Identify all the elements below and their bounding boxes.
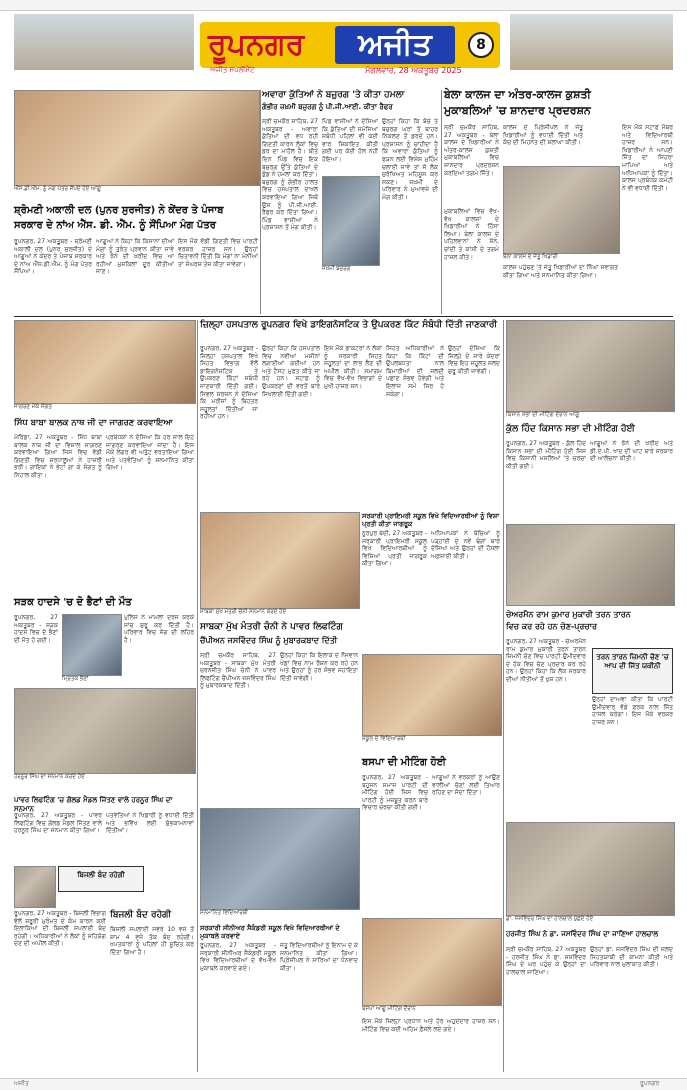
headline-right-5: ਹਰਜੀਤ ਸਿੰਘ ਨੇ ਡਾ. ਜਸਵਿੰਦਰ ਸਿੰਘ ਦਾ ਜਾਣਿਆ ਹਾਲਚਾਲ [506, 930, 659, 938]
gutter-4 [441, 90, 442, 314]
article-text-college-col5: ਕਾਲਜ ਪਹੁੰਚਣ 'ਤੇ ਜੇਤੂ ਖਿਡਾਰੀਆਂ ਦਾ ਨਿੱਘਾ ਸਵਾਗਤ ਕੀਤਾ ਗਿਆ ਅਤੇ ਸਨਮਾਨਿਤ ਕੀਤਾ ਗਿਆ। [503, 264, 618, 279]
headline-left-3: ਸੜਕ ਹਾਦਸੇ 'ਚ ਦੋ ਭੈਣਾਂ ਦੀ ਮੌਤ [14, 597, 132, 608]
photo-college-team [503, 166, 620, 254]
gutter-3 [260, 90, 261, 314]
caption-5: ਕਿਸਾਨ ਸਭਾ ਦੀ ਮੀਟਿੰਗ ਦੌਰਾਨ ਆਗੂ [506, 412, 580, 418]
headline-left-4: ਪਾਵਰ ਲਿਫਟਿੰਗ 'ਚ ਗੋਲਡ ਮੈਡਲ ਜਿੱਤਣ ਵਾਲੇ ਹਰਨੂਰ ਸਿੰਘ ਦਾ ਸਨਮਾਨ [14, 796, 173, 813]
article-text-akali-col3: ਇਸ ਮੌਕੇ ਵੱਡੀ ਗਿਣਤੀ ਵਿਚ ਪਾਰਟੀ ਵਰਕਰ ਹਾਜ਼ਰ ਸਨ। ਉਨ੍ਹਾਂ ਚਿਤਾਵਨੀ ਦਿੱਤੀ ਕਿ ਮੰਗਾਂ ਨਾ ਮੰਨੀਆਂ ਤਾਂ ਸੰਘਰਸ਼ ਤੇਜ਼ ਕੀਤਾ ਜਾਵੇਗਾ। [178, 238, 258, 268]
article-text-chairman-col1: ਰੂਪਨਗਰ, 27 ਅਕਤੂਬਰ - ਚੇਅਰਮੈਨ ਰਾਮ ਕੁਮਾਰ ਮੁਕਾਰੀ ਤਰਨ ਤਾਰਨ ਜ਼ਿਮਨੀ ਚੋਣ ਵਿਚ ਪਾਰਟੀ ਉਮੀਦਵਾਰ ਦੇ ਹੱਕ ਵਿਚ ਚੋਣ ਪ੍ਰਚਾਰ ਕਰ ਰਹੇ ਹਨ। ਉਨ੍ਹਾਂ ਕਿਹਾ ਕਿ ਲੋਕ ਸਰਕਾਰ ਦੀਆਂ ਨੀਤੀਆਂ ਤੋਂ ਖੁਸ਼ ਹਨ। [506, 638, 586, 683]
headline-top-right: ਬੇਲਾ ਕਾਲਜ ਦਾ ਅੰਤਰ-ਕਾਲਜ ਕੁਸ਼ਤੀ [444, 88, 591, 101]
article-text-chairman-col2: ਉਨ੍ਹਾਂ ਦਾਅਵਾ ਕੀਤਾ ਕਿ ਪਾਰਟੀ ਉਮੀਦਵਾਰ ਵੱਡੇ ਫ਼ਰਕ ਨਾਲ ਜਿੱਤ ਹਾਸਲ ਕਰੇਗਾ। ਇਸ ਮੌਕੇ ਵਰਕਰ ਹਾਜ਼ਰ ਸਨ। [592, 696, 673, 726]
article-text-chani-col1: ਸ੍ਰੀ ਚਮਕੌਰ ਸਾਹਿਬ, 27 ਅਕਤੂਬਰ - ਸਾਬਕਾ ਮੁੱਖ ਮੰਤਰੀ ਚਰਨਜੀਤ ਸਿੰਘ ਚੰਨੀ ਨੇ ਪਾਵਰ ਲਿਫਟਿੰਗ ਚੈਂਪੀਅਨ ਜਸਵਿੰਦਰ ਸਿੰਘ ਨੂੰ ਮੁਬਾਰਕਬਾਦ ਦਿੱਤੀ। [200, 652, 276, 690]
caption-1: ਐੱਸ.ਡੀ.ਐੱਮ. ਨੂੰ ਮੰਗ ਪੱਤਰ ਸੌਂਪਦੇ ਹੋਏ ਆਗੂ [14, 186, 101, 192]
article-text-college-col3: ਇਸ ਮੌਕੇ ਸਟਾਫ਼ ਮੈਂਬਰ ਅਤੇ ਵਿਦਿਆਰਥੀ ਹਾਜ਼ਰ ਸਨ। ਖਿਡਾਰੀਆਂ ਨੇ ਆਪਣੀ ਜਿੱਤ ਦਾ ਸਿਹਰਾ ਮਾਪਿਆਂ ਅਤੇ ਅਧਿਆਪਕਾਂ ਨੂੰ ਦਿੱਤਾ। ਕਾਲਜ ਪ੍ਰਬੰਧਕ ਕਮੇਟੀ ਨੇ ਵੀ ਵਧਾਈ ਦਿੱਤੀ। [622, 124, 673, 192]
article-text-college-col1: ਸ੍ਰੀ ਚਮਕੌਰ ਸਾਹਿਬ, 27 ਅਕਤੂਬਰ - ਬੇਲਾ ਕਾਲਜ ਦੇ ਖਿਡਾਰੀਆਂ ਨੇ ਅੰਤਰ-ਕਾਲਜ ਕੁਸ਼ਤੀ ਮੁਕਾਬਲਿਆਂ ਵਿਚ ਸ਼ਾਨਦਾਰ ਪ੍ਰਦਰਸ਼ਨ ਕਰਦਿਆਂ ਤਗਮੇ ਜਿੱਤੇ। [444, 124, 499, 177]
article-text-doctor-col2: ਉਨ੍ਹਾਂ ਡਾ. ਜਸਵਿੰਦਰ ਸਿੰਘ ਦੀ ਜਲਦ ਸਿਹਤਯਾਬੀ ਦੀ ਕਾਮਨਾ ਕੀਤੀ ਅਤੇ ਪਰਿਵਾਰ ਨਾਲ ਮੁਲਾਕਾਤ ਕੀਤੀ। [590, 946, 673, 969]
article-text-chani-col2: ਉਨ੍ਹਾਂ ਕਿਹਾ ਕਿ ਇਲਾਕੇ ਦੇ ਨੌਜਵਾਨ ਖੇਡਾਂ ਵਿਚ ਨਾਮ ਰੌਸ਼ਨ ਕਰ ਰਹੇ ਹਨ ਅਤੇ ਉਨ੍ਹਾਂ ਨੂੰ ਹਰ ਸੰਭਵ ਸਹਾਇਤਾ ਦਿੱਤੀ ਜਾਵੇਗੀ। [280, 652, 358, 682]
caption-10: ਬਸਪਾ ਆਗੂ ਮੀਟਿੰਗ ਦੌਰਾਨ [362, 1006, 416, 1012]
article-text-hospital-col2: ਉਨ੍ਹਾਂ ਕਿਹਾ ਕਿ ਹਸਪਤਾਲ ਵਿਚ ਨਵੀਆਂ ਮਸ਼ੀਨਾਂ ਲਗਾਈਆਂ ਗਈਆਂ ਹਨ ਅਤੇ ਟੈਸਟ ਮੁਫ਼ਤ ਕੀਤੇ ਜਾ ਰਹੇ ਹਨ। ਸਟਾਫ਼ ਨੂੰ ਉਪਕਰਣਾਂ ਦੀ ਵਰਤੋਂ ਬਾਰੇ ਸਿਖਲਾਈ ਦਿੱਤੀ ਗਈ। [262, 345, 320, 398]
masthead-date: ਮੰਗਲਵਾਰ, 28 ਅਕਤੂਬਰ 2025 [365, 66, 462, 75]
box-left-quote: ਬਿਜਲੀ ਬੰਦ ਰਹੇਗੀ [58, 866, 144, 892]
masthead-tagline: ਅਜੀਤ ਸਪਲੀਮੈਂਟ [210, 66, 255, 74]
headline-left-2: ਸਿੱਧ ਬਾਬਾ ਬਾਲਕ ਨਾਥ ਜੀ ਦਾ ਜਾਗਰਣ ਕਰਵਾਇਆ [14, 418, 173, 428]
box-right-quote: ਤਰਨ ਤਾਰਨ ਜ਼ਿਮਨੀ ਚੋਣ 'ਚ ਆਪ ਦੀ ਜਿੱਤ ਯਕੀਨੀ [592, 648, 673, 694]
photo-kisan-sabha [506, 320, 675, 412]
headline-left-5: ਬਿਜਲੀ ਬੰਦ ਰਹੇਗੀ [110, 910, 172, 920]
headline-right-3b: ਵਿਚ ਕਰ ਰਹੇ ਹਨ ਚੋਣ-ਪ੍ਰਚਾਰ [506, 622, 597, 631]
headline-right-2: ਕੁੱਲ ਹਿੰਦ ਕਿਸਾਨ ਸਭਾ ਦੀ ਮੀਟਿੰਗ ਹੋਈ [506, 424, 635, 434]
article-text-jagran-col2: ਪ੍ਰਬੰਧਕਾਂ ਨੇ ਦੱਸਿਆ ਕਿ ਹਰ ਸਾਲ ਇਹ ਜਾਗਰਣ ਕਰਵਾਇਆ ਜਾਂਦਾ ਹੈ। ਇਸ ਮੌਕੇ ਲੰਗਰ ਵੀ ਅਤੁੱਟ ਵਰਤਾਇਆ ਗਿਆ ਅਤੇ ਪਤਵੰਤਿਆਂ ਨੂੰ ਸਨਮਾਨਿਤ ਕੀਤਾ ਗਿਆ। [106, 434, 194, 472]
article-text-accident-col1: ਰੂਪਨਗਰ, 27 ਅਕਤੂਬਰ - ਸੜਕ ਹਾਦਸੇ ਵਿਚ ਦੋ ਭੈਣਾਂ ਦੀ ਮੌਤ ਹੋ ਗਈ। [14, 614, 58, 644]
article-text-bsp-col1: ਰੂਪਨਗਰ, 27 ਅਕਤੂਬਰ - ਬਹੁਜਨ ਸਮਾਜ ਪਾਰਟੀ ਦੀ ਮੀਟਿੰਗ ਹੋਈ ਜਿਸ ਵਿਚ ਪਾਰਟੀ ਨੂੰ ਮਜ਼ਬੂਤ ਕਰਨ ਬਾਰੇ ਵਿਚਾਰ ਚਰਚਾ ਕੀਤੀ ਗਈ। [362, 774, 428, 812]
article-text-school2-col2: ਜੇਤੂ ਵਿਦਿਆਰਥੀਆਂ ਨੂੰ ਇਨਾਮ ਦੇ ਕੇ ਸਨਮਾਨਿਤ ਕੀਤਾ ਗਿਆ। ਪ੍ਰਿੰਸੀਪਲ ਨੇ ਸਾਰਿਆਂ ਦਾ ਧੰਨਵਾਦ ਕੀਤਾ। [280, 942, 358, 972]
page-number: 8 [468, 32, 494, 58]
article-text-harnoor-col1: ਰੂਪਨਗਰ, 27 ਅਕਤੂਬਰ - ਪਾਵਰ ਲਿਫਟਿੰਗ ਵਿਚ ਗੋਲਡ ਮੈਡਲ ਜਿੱਤਣ ਵਾਲੇ ਹਰਨੂਰ ਸਿੰਘ ਦਾ ਸਨਮਾਨ ਕੀਤਾ ਗਿਆ। [14, 812, 102, 835]
photo-school-students [362, 654, 502, 736]
photo-doctor-visit [506, 822, 675, 916]
caption-6: ਸਾਬਕਾ ਮੁੱਖ ਮੰਤਰੀ ਚੰਨੀ ਸਨਮਾਨ ਕਰਦੇ ਹੋਏ [200, 609, 287, 615]
divider-1 [14, 316, 673, 317]
headline-center-5: ਸਰਕਾਰੀ ਸੀਨੀਅਰ ਸੈਕੰਡਰੀ ਸਕੂਲ ਵਿਖੇ ਵਿਦਿਆਰਥੀਆਂ ਦੇ ਮੁਕਾਬਲੇ ਕਰਵਾਏ [200, 924, 340, 940]
article-text-school2-col1: ਰੂਪਨਗਰ, 27 ਅਕਤੂਬਰ - ਸਰਕਾਰੀ ਸੀਨੀਅਰ ਸੈਕੰਡਰੀ ਸਕੂਲ ਵਿਖੇ ਵਿਦਿਆਰਥੀਆਂ ਦੇ ਵੱਖ-ਵੱਖ ਮੁਕਾਬਲੇ ਕਰਵਾਏ ਗਏ। [200, 942, 276, 972]
photo-chairman-campaign [506, 524, 675, 606]
gutter-1 [197, 320, 198, 1072]
headline-center-2: ਸਰਕਾਰੀ ਪ੍ਰਾਇਮਰੀ ਸਕੂਲ ਵਿਖੇ ਵਿਦਿਆਰਥੀਆਂ ਨੂੰ ਵਿਸ਼ਾ ਪ੍ਰਤੀ ਕੀਤਾ ਜਾਗਰੂਕ [362, 512, 500, 528]
caption-8: ਹਰਨੂਰ ਸਿੰਘ ਦਾ ਸਨਮਾਨ ਕਰਦੇ ਹੋਏ [14, 774, 85, 780]
article-text-college-col2: ਕਾਲਜ ਦੇ ਪ੍ਰਿੰਸੀਪਲ ਨੇ ਜੇਤੂ ਖਿਡਾਰੀਆਂ ਨੂੰ ਵਧਾਈ ਦਿੱਤੀ ਅਤੇ ਕੋਚ ਦੀ ਮਿਹਨਤ ਦੀ ਸ਼ਲਾਘਾ ਕੀਤੀ। [503, 124, 583, 147]
article-text-bsp-col3: ਇਸ ਮੌਕੇ ਜ਼ਿਲ੍ਹਾ ਪ੍ਰਧਾਨ ਅਤੇ ਹੋਰ ਅਹੁਦੇਦਾਰ ਹਾਜ਼ਰ ਸਨ। ਮੀਟਿੰਗ ਵਿਚ ਕਈ ਅਹਿਮ ਫ਼ੈਸਲੇ ਲਏ ਗਏ। [362, 1018, 500, 1033]
footer-left: ਅਜੀਤ [14, 1080, 29, 1087]
article-text-hospital-col1: ਰੂਪਨਗਰ, 27 ਅਕਤੂਬਰ - ਜ਼ਿਲ੍ਹਾ ਹਸਪਤਾਲ ਵਿਖੇ ਸਿਹਤ ਵਿਭਾਗ ਵੱਲੋਂ ਡਾਇਗਨੋਸਟਿਕ ਤੇ ਉਪਕਰਣ ਕਿੱਟਾਂ ਸਬੰਧੀ ਜਾਣਕਾਰੀ ਦਿੱਤੀ ਗਈ। ਸਿਵਲ ਸਰਜਨ ਨੇ ਦੱਸਿਆ ਕਿ ਮਰੀਜ਼ਾਂ ਨੂੰ ਬਿਹਤਰ ਸਹੂਲਤਾਂ ਦਿੱਤੀਆਂ ਜਾ ਰਹੀਆਂ ਹਨ। [200, 345, 258, 421]
headline-center-3: ਸਾਬਕਾ ਮੁੱਖ ਮੰਤਰੀ ਚੰਨੀ ਨੇ ਪਾਵਰ ਲਿਫਟਿੰਗ [200, 622, 343, 632]
caption-4: ਜਾਗਰਣ ਮੌਕੇ ਸੰਗਤ [14, 404, 52, 410]
headline-left-main-2: ਸਰਕਾਰ ਦੇ ਨਾਂਅ ਐੱਸ. ਡੀ. ਐੱਮ. ਨੂੰ ਸੌਂਪਿਆ ਮੰਗ ਪੱਤਰ [14, 220, 216, 231]
caption-3: ਬੇਲਾ ਕਾਲਜ ਦੇ ਜੇਤੂ ਖਿਡਾਰੀ [503, 254, 558, 260]
photo-harnoor-small [14, 866, 56, 908]
caption-9: ਸਕੂਲ ਦੇ ਵਿਦਿਆਰਥੀ [362, 736, 406, 742]
headline-middle-band: ਜ਼ਿਲ੍ਹਾ ਹਸਪਤਾਲ ਰੂਪਨਗਰ ਵਿਖੇ ਡਾਇਗਨੋਸਟਿਕ ਤੇ ਉਪਕਰਣ ਕਿੱਟ ਸੰਬੰਧੀ ਦਿੱਤੀ ਜਾਣਕਾਰੀ [200, 320, 498, 330]
bottom-edge-strip [0, 1078, 687, 1090]
photo-students-award [200, 808, 360, 910]
masthead-city: ਰੂਪਨਗਰ [208, 27, 305, 62]
photo-akali-dal-group [14, 90, 260, 186]
masthead-photo-right [510, 14, 673, 70]
article-text-dogs-col1: ਸ੍ਰੀ ਚਮਕੌਰ ਸਾਹਿਬ, 27 ਅਕਤੂਬਰ - ਅਵਾਰਾ ਕੁੱਤਿਆਂ ਦੀ ਵਧ ਰਹੀ ਗਿਣਤੀ ਕਾਰਨ ਲੋਕਾਂ ਵਿਚ ਡਰ ਦਾ ਮਾਹੌਲ ਹੈ। ਬੀਤੇ ਦਿਨ ਪਿੰਡ ਵਿਚ ਇਕ ਬਜ਼ੁਰਗ ਉੱਤੇ ਕੁੱਤਿਆਂ ਦੇ ਝੁੰਡ ਨੇ ਹਮਲਾ ਕਰ ਦਿੱਤਾ। ਬਜ਼ੁਰਗ ਨੂੰ ਗੰਭੀਰ ਹਾਲਤ ਵਿਚ ਹਸਪਤਾਲ ਦਾਖਲ ਕਰਵਾਇਆ ਗਿਆ ਜਿਥੋਂ ਉਸ ਨੂੰ ਪੀ.ਜੀ.ਆਈ. ਰੈਫਰ ਕਰ ਦਿੱਤਾ ਗਿਆ। ਪਿੰਡ ਵਾਸੀਆਂ ਨੇ ਪ੍ਰਸ਼ਾਸਨ ਤੋਂ ਮੰਗ ਕੀਤੀ। [262, 118, 318, 232]
headline-center-4: ਬਸਪਾ ਦੀ ਮੀਟਿੰਗ ਹੋਈ [362, 757, 446, 768]
article-text-hospital-col5: ਉਨ੍ਹਾਂ ਦੱਸਿਆ ਕਿ ਜ਼ਿਲ੍ਹੇ ਦੇ ਸਾਰੇ ਕੇਂਦਰਾਂ ਵਿਚ ਇਹ ਸਹੂਲਤ ਜਲਦ ਸ਼ੁਰੂ ਕੀਤੀ ਜਾਵੇਗੀ। [448, 345, 500, 375]
article-text-doctor-col1: ਸ੍ਰੀ ਚਮਕੌਰ ਸਾਹਿਬ, 27 ਅਕਤੂਬਰ - ਹਰਜੀਤ ਸਿੰਘ ਨੇ ਡਾ. ਜਸਵਿੰਦਰ ਸਿੰਘ ਦੇ ਘਰ ਪਹੁੰਚ ਕੇ ਉਨ੍ਹਾਂ ਦਾ ਹਾਲਚਾਲ ਜਾਣਿਆ। [506, 946, 586, 976]
headline-top-right-2: ਮੁਕਾਬਲਿਆਂ 'ਚ ਸ਼ਾਨਦਾਰ ਪ੍ਰਦਰਸ਼ਨ [444, 104, 591, 117]
article-text-power-col2: ਬਿਜਲੀ ਸਪਲਾਈ ਸਵੇਰੇ 10 ਵਜੇ ਤੋਂ ਸ਼ਾਮ 4 ਵਜੇ ਤੱਕ ਬੰਦ ਰਹੇਗੀ। ਖਪਤਕਾਰਾਂ ਨੂੰ ਪਹਿਲਾਂ ਹੀ ਸੂਚਿਤ ਕਰ ਦਿੱਤਾ ਗਿਆ ਹੈ। [110, 926, 194, 956]
headline-top-center-sub: ਗੰਭੀਰ ਜ਼ਖ਼ਮੀ ਬਜ਼ੁਰਗ ਨੂੰ ਪੀ.ਜੀ.ਆਈ. ਕੀਤਾ ਰੈਫਰ [262, 103, 393, 111]
headline-center-3b: ਚੈਂਪੀਅਨ ਜਸਵਿੰਦਰ ਸਿੰਘ ਨੂੰ ਮੁਬਾਰਕਬਾਦ ਦਿੱਤੀ [200, 636, 338, 645]
article-text-kisan-col1: ਰੂਪਨਗਰ, 27 ਅਕਤੂਬਰ - ਕੁੱਲ ਹਿੰਦ ਕਿਸਾਨ ਸਭਾ ਦੀ ਮੀਟਿੰਗ ਹੋਈ ਜਿਸ ਵਿਚ ਕਿਸਾਨੀ ਮਸਲਿਆਂ 'ਤੇ ਚਰਚਾ ਕੀਤੀ ਗਈ। [506, 440, 586, 470]
caption-7: ਮ੍ਰਿਤਕ ਭੈਣਾਂ [62, 676, 89, 682]
article-text-harnoor-col2: ਪਤਵੰਤਿਆਂ ਨੇ ਖਿਡਾਰੀ ਨੂੰ ਵਧਾਈ ਦਿੱਤੀ ਅਤੇ ਭਵਿੱਖ ਲਈ ਸ਼ੁੱਭਕਾਮਨਾਵਾਂ ਦਿੱਤੀਆਂ। [106, 812, 194, 835]
article-text-hospital-col4: ਸਿਹਤ ਅਧਿਕਾਰੀਆਂ ਨੇ ਕਿਹਾ ਕਿ ਕਿੱਟਾਂ ਦੀ ਉਪਲਬਧਤਾ ਨਾਲ ਬਿਮਾਰੀਆਂ ਦੀ ਜਲਦੀ ਪਛਾਣ ਸੰਭਵ ਹੋਵੇਗੀ ਅਤੇ ਇਲਾਜ ਸਮੇਂ ਸਿਰ ਹੋ ਸਕੇਗਾ। [386, 345, 444, 398]
article-text-accident-col2: ਪੁਲਿਸ ਨੇ ਮਾਮਲਾ ਦਰਜ ਕਰਕੇ ਜਾਂਚ ਸ਼ੁਰੂ ਕਰ ਦਿੱਤੀ ਹੈ। ਪਰਿਵਾਰ ਵਿਚ ਸੋਗ ਦੀ ਲਹਿਰ ਹੈ। [124, 614, 194, 644]
article-text-power-col1: ਰੂਪਨਗਰ, 27 ਅਕਤੂਬਰ - ਬਿਜਲੀ ਵਿਭਾਗ ਵੱਲੋਂ ਜ਼ਰੂਰੀ ਮੁਰੰਮਤ ਦੇ ਕੰਮ ਕਾਰਨ ਕਈ ਇਲਾਕਿਆਂ ਦੀ ਬਿਜਲੀ ਸਪਲਾਈ ਬੰਦ ਰਹੇਗੀ। ਅਧਿਕਾਰੀਆਂ ਨੇ ਲੋਕਾਂ ਨੂੰ ਸਹਿਯੋਗ ਦੇਣ ਦੀ ਅਪੀਲ ਕੀਤੀ। [14, 910, 106, 948]
masthead-paper-name: ਅਜੀਤ [335, 26, 455, 64]
article-text-dogs-col2: ਪਿੰਡ ਵਾਸੀਆਂ ਨੇ ਦੱਸਿਆ ਕਿ ਕੁੱਤਿਆਂ ਦੀ ਸਮੱਸਿਆ ਸਬੰਧੀ ਪਹਿਲਾਂ ਵੀ ਕਈ ਵਾਰ ਸ਼ਿਕਾਇਤ ਕੀਤੀ ਗਈ ਪਰ ਕੋਈ ਹੱਲ ਨਹੀਂ ਹੋਇਆ। [322, 118, 378, 163]
caption-11: ਡਾ. ਜਸਵਿੰਦਰ ਸਿੰਘ ਦਾ ਹਾਲਚਾਲ ਪੁੱਛਦੇ ਹੋਏ [506, 916, 594, 922]
article-text-bsp-col2: ਆਗੂਆਂ ਨੇ ਵਰਕਰਾਂ ਨੂੰ ਆਉਣ ਵਾਲੀਆਂ ਚੋਣਾਂ ਲਈ ਤਿਆਰ ਰਹਿਣ ਦਾ ਸੱਦਾ ਦਿੱਤਾ। [432, 774, 500, 797]
article-text-school-col2: ਅਧਿਆਪਕਾਂ ਨੇ ਬੱਚਿਆਂ ਨੂੰ ਪੜ੍ਹਾਈ ਦੇ ਨਵੇਂ ਢੰਗਾਂ ਬਾਰੇ ਦੱਸਿਆ ਅਤੇ ਉਨ੍ਹਾਂ ਦੀ ਹੌਸਲਾ ਅਫ਼ਜ਼ਾਈ ਕੀਤੀ। [431, 530, 500, 560]
photo-harnoor-honour [14, 688, 196, 774]
headline-right-3: ਚੇਅਰਮੈਨ ਰਾਮ ਕੁਮਾਰ ਮੁਕਾਰੀ ਤਰਨ ਤਾਰਨ [506, 610, 631, 619]
footer-right: ਰੂਪਨਗਰ [640, 1080, 660, 1087]
article-text-jagran-col1: ਮੋਰਿੰਡਾ, 27 ਅਕਤੂਬਰ - ਸਿੱਧ ਬਾਬਾ ਬਾਲਕ ਨਾਥ ਜੀ ਦਾ ਵਿਸ਼ਾਲ ਜਾਗਰਣ ਕਰਵਾਇਆ ਗਿਆ ਜਿਸ ਵਿਚ ਵੱਡੀ ਗਿਣਤੀ ਵਿਚ ਸ਼ਰਧਾਲੂਆਂ ਨੇ ਹਾਜ਼ਰੀ ਭਰੀ। ਗਾਇਕਾਂ ਨੇ ਭੇਟਾਂ ਗਾ ਕੇ ਸੰਗਤ ਨੂੰ ਨਿਹਾਲ ਕੀਤਾ। [14, 434, 102, 479]
article-text-akali-col1: ਰੂਪਨਗਰ, 27 ਅਕਤੂਬਰ - ਸ਼੍ਰੋਮਣੀ ਅਕਾਲੀ ਦਲ (ਪੁਨਰ ਸੁਰਜੀਤ) ਦੇ ਆਗੂਆਂ ਨੇ ਕੇਂਦਰ ਤੇ ਪੰਜਾਬ ਸਰਕਾਰ ਦੇ ਨਾਂਅ ਐੱਸ.ਡੀ.ਐੱਮ. ਨੂੰ ਮੰਗ ਪੱਤਰ ਸੌਂਪਿਆ। [14, 238, 92, 276]
caption-12: ਸਨਮਾਨਿਤ ਵਿਦਿਆਰਥੀ [200, 910, 248, 916]
top-edge-strip [0, 0, 687, 11]
article-text-akali-col2: ਆਗੂਆਂ ਨੇ ਕਿਹਾ ਕਿ ਕਿਸਾਨਾਂ ਦੀਆਂ ਮੰਗਾਂ ਨੂੰ ਤੁਰੰਤ ਪ੍ਰਵਾਨ ਕੀਤਾ ਜਾਵੇ ਅਤੇ ਝੋਨੇ ਦੀ ਖ਼ਰੀਦ ਵਿਚ ਆ ਰਹੀਆਂ ਮੁਸ਼ਕਿਲਾਂ ਦੂਰ ਕੀਤੀਆਂ ਜਾਣ। [96, 238, 174, 276]
article-text-college-col4: ਮੁਕਾਬਲਿਆਂ ਵਿਚ ਵੱਖ-ਵੱਖ ਕਾਲਜਾਂ ਦੇ ਖਿਡਾਰੀਆਂ ਨੇ ਹਿੱਸਾ ਲਿਆ। ਬੇਲਾ ਕਾਲਜ ਦੇ ਪਹਿਲਵਾਨਾਂ ਨੇ ਸੋਨੇ, ਚਾਂਦੀ ਤੇ ਕਾਂਸੀ ਦੇ ਤਗਮੇ ਹਾਸਲ ਕੀਤੇ। [444, 208, 499, 261]
headline-left-main: ਸ਼੍ਰੋਮਣੀ ਅਕਾਲੀ ਦਲ (ਪੁਨਰ ਸੁਰਜੀਤ) ਨੇ ਕੇਂਦਰ ਤੇ ਪੰਜਾਬ [14, 205, 224, 216]
photo-injured-elderly [322, 176, 380, 266]
article-text-school-col1: ਨੂਰਪੁਰ ਬੇਦੀ, 27 ਅਕਤੂਬਰ - ਸਰਕਾਰੀ ਪ੍ਰਾਇਮਰੀ ਸਕੂਲ ਵਿਖੇ ਵਿਦਿਆਰਥੀਆਂ ਨੂੰ ਵਿਸ਼ਿਆਂ ਪ੍ਰਤੀ ਜਾਗਰੂਕ ਕੀਤਾ ਗਿਆ। [362, 530, 427, 568]
headline-top-center: ਅਵਾਰਾ ਕੁੱਤਿਆਂ ਨੇ ਬਜ਼ੁਰਗ 'ਤੇ ਕੀਤਾ ਹਮਲਾ [262, 90, 405, 100]
photo-accident-victims [62, 614, 122, 676]
article-text-kisan-col2: ਆਗੂਆਂ ਨੇ ਝੋਨੇ ਦੀ ਖ਼ਰੀਦ ਅਤੇ ਡੀ.ਏ.ਪੀ. ਖਾਦ ਦੀ ਘਾਟ ਬਾਰੇ ਸਰਕਾਰ ਦੀ ਆਲੋਚਨਾ ਕੀਤੀ। [590, 440, 673, 463]
article-text-hospital-col3: ਇਸ ਮੌਕੇ ਡਾਕਟਰਾਂ ਨੇ ਲੋਕਾਂ ਨੂੰ ਸਰਕਾਰੀ ਸਿਹਤ ਸਹੂਲਤਾਂ ਦਾ ਲਾਭ ਲੈਣ ਦੀ ਅਪੀਲ ਕੀਤੀ। ਸਮਾਗਮ ਵਿਚ ਵੱਖ-ਵੱਖ ਵਿਭਾਗਾਂ ਦੇ ਮੁਖੀ ਹਾਜ਼ਰ ਸਨ। [324, 345, 382, 390]
article-text-dogs-col3: ਉਨ੍ਹਾਂ ਕਿਹਾ ਕਿ ਬੱਚੇ ਤੇ ਬਜ਼ੁਰਗ ਘਰਾਂ ਤੋਂ ਬਾਹਰ ਨਿਕਲਣ ਤੋਂ ਡਰਦੇ ਹਨ। ਪ੍ਰਸ਼ਾਸਨ ਨੂੰ ਚਾਹੀਦਾ ਹੈ ਕਿ ਅਵਾਰਾ ਕੁੱਤਿਆਂ ਨੂੰ ਫੜਨ ਲਈ ਵਿਸ਼ੇਸ਼ ਮੁਹਿੰਮ ਚਲਾਈ ਜਾਵੇ ਤਾਂ ਜੋ ਲੋਕ ਸੁਰੱਖਿਅਤ ਮਹਿਸੂਸ ਕਰ ਸਕਣ। ਜ਼ਖ਼ਮੀ ਦੇ ਪਰਿਵਾਰ ਨੇ ਮੁਆਵਜ਼ੇ ਦੀ ਮੰਗ ਕੀਤੀ। [382, 118, 438, 201]
photo-chani-award [200, 512, 360, 609]
gutter-2 [503, 320, 504, 1072]
masthead-photo-left [14, 14, 194, 70]
photo-bsp-meeting [362, 918, 502, 1006]
photo-jagran [14, 320, 196, 404]
caption-2: ਜ਼ਖ਼ਮੀ ਬਜ਼ੁਰਗ [322, 266, 351, 272]
